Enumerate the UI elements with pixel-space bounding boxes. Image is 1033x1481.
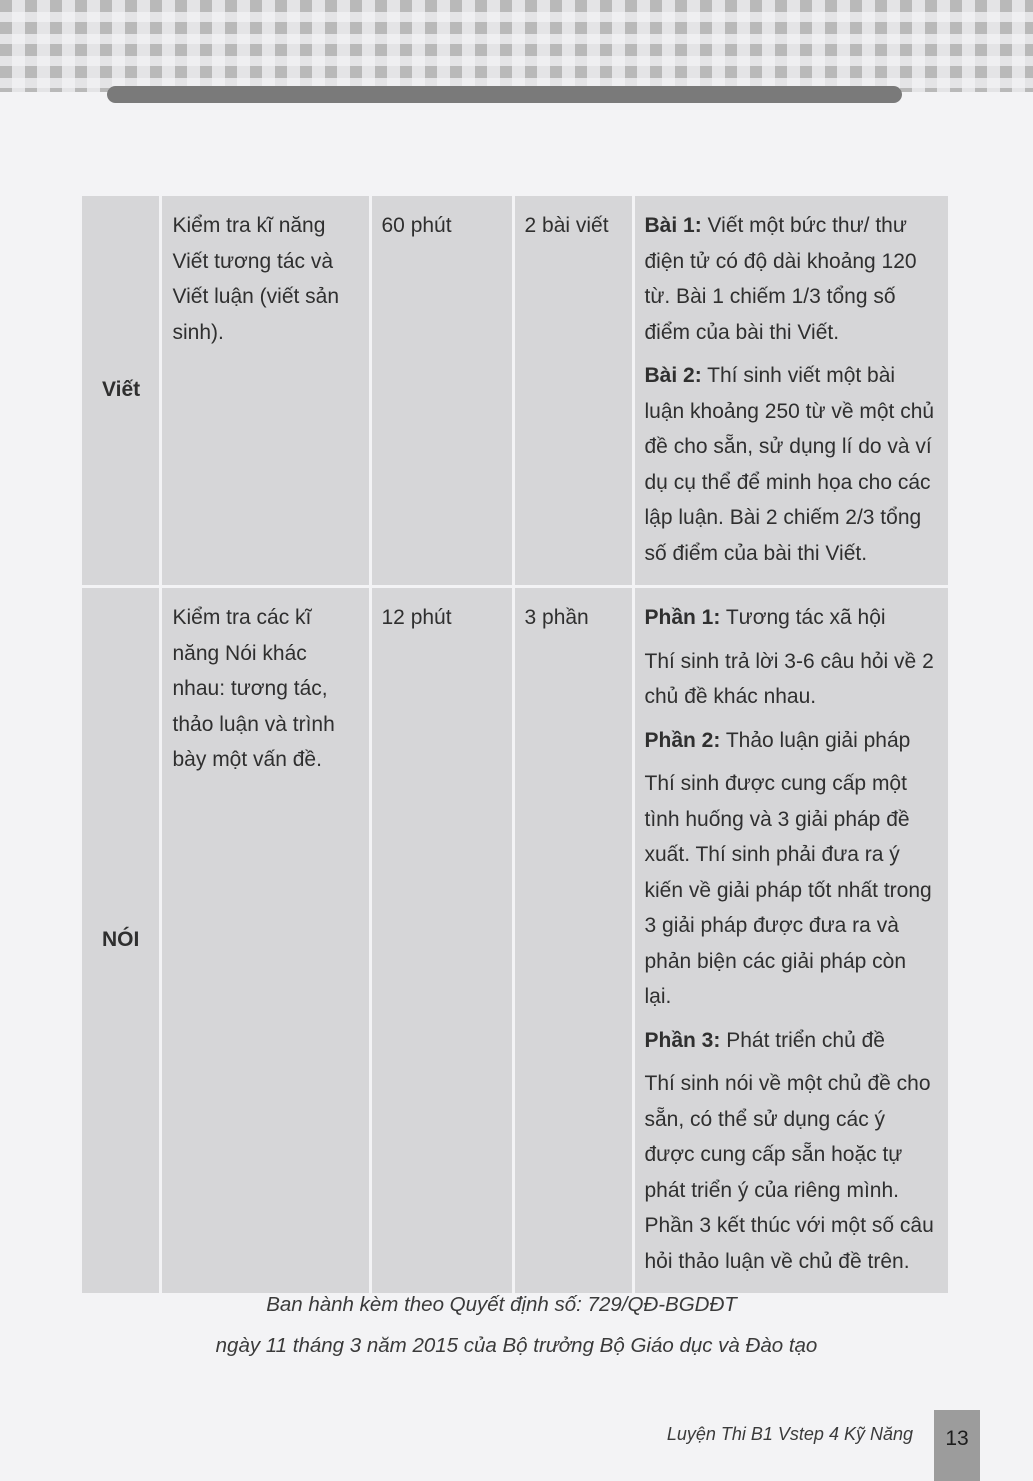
skill-description: Kiểm tra các kĩ năng Nói khác nhau: tương tác, thảo luận và trình bày một vấn đề. <box>160 587 370 1294</box>
exam-format-table <box>82 196 948 1293</box>
part-heading <box>645 1023 939 1059</box>
test-duration: 60 phút <box>370 196 513 587</box>
skill-name: NÓI <box>82 587 160 1294</box>
test-items: 2 bài viết <box>513 196 633 587</box>
part-title: Thảo luận giải pháp <box>725 728 911 752</box>
part-text: Thí sinh trả lời 3-6 câu hỏi về 2 chủ đề khác nhau. <box>644 649 934 708</box>
part-block <box>645 723 939 1015</box>
part-block <box>645 600 939 715</box>
part-title: Phát triển chủ đề <box>726 1028 885 1052</box>
skill-name: Viết <box>102 377 141 401</box>
part-label: Phần 2: <box>644 728 721 752</box>
part-title: Tương tác xã hội <box>725 606 886 629</box>
decision-note <box>0 1284 1033 1366</box>
table-row-speaking <box>82 587 948 1294</box>
part-label: Phần 3: <box>644 1028 721 1052</box>
part-text: Thí sinh được cung cấp một tình huống và 3 giải pháp đề xuất. Thí sinh phải đưa ra ý kiến về giải pháp tốt nhất trong 3 giải pháp được đưa ra và phản biện các giải pháp còn lại. <box>644 772 932 1008</box>
part-text: Thí sinh nói về một chủ đề cho sẵn, có thể sử dụng các ý được cung cấp sẵn hoặc tự phát triển ý của riêng mình. Phần 3 kết thúc với một số câu hỏi thảo luận về chủ đề trên. <box>644 1072 934 1273</box>
decision-line-2: ngày 11 tháng 3 năm 2015 của Bộ trưởng Bộ Giáo dục và Đào tạo <box>215 1334 818 1357</box>
task-text: Viết một bức thư/ thư điện tử có độ dài khoảng 120 từ. Bài 1 chiếm 1/3 tổng số điểm của bài thi Viết. <box>644 214 917 344</box>
task-label: Bài 2: <box>644 364 702 387</box>
part-heading <box>645 723 939 759</box>
test-items: 3 phần <box>513 587 633 1294</box>
skill-description: Kiểm tra kĩ năng Viết tương tác và Viết luận (viết sản sinh). <box>160 196 370 587</box>
part-block <box>645 1023 939 1280</box>
task-item <box>645 358 939 571</box>
part-label: Phần 1: <box>644 606 721 629</box>
part-heading <box>645 600 939 636</box>
task-details <box>633 587 948 1294</box>
table-row-writing <box>82 196 948 587</box>
decorative-header-bar <box>107 86 902 103</box>
task-label: Bài 1: <box>644 214 702 237</box>
task-details <box>633 196 948 587</box>
page-number: 13 <box>934 1410 980 1481</box>
task-text: Thí sinh viết một bài luận khoảng 250 từ về một chủ đề cho sẵn, sử dụng lí do và ví dụ cụ thể để minh họa cho các lập luận. Bài 2 chiếm 2/3 tổng số điểm của bài thi Viết. <box>644 364 935 565</box>
decision-line-1: Ban hành kèm theo Quyết định số: 729/QĐ-BGDĐT <box>266 1293 737 1316</box>
task-item <box>645 208 939 350</box>
test-duration: 12 phút <box>370 587 513 1294</box>
decorative-header-pattern <box>0 0 1033 92</box>
book-title: Luyện Thi B1 Vstep 4 Kỹ Năng <box>666 1424 913 1444</box>
